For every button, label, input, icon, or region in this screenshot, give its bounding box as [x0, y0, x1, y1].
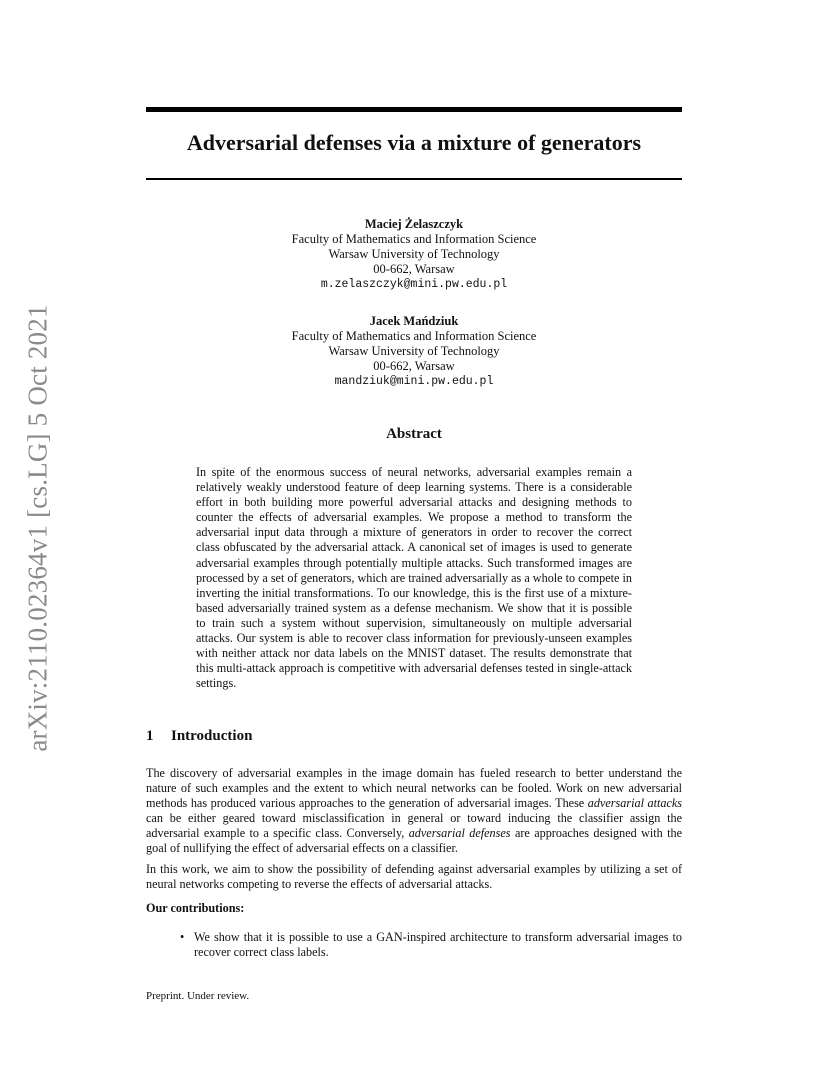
- abstract-heading: Abstract: [386, 426, 442, 442]
- contributions-heading: Our contributions:: [146, 901, 245, 915]
- section-number: 1: [146, 728, 154, 744]
- author-affiliation: Faculty of Mathematics and Information Science: [291, 232, 537, 246]
- author-block-2: [146, 314, 682, 389]
- paper-title: Adversarial defenses via a mixture of generators: [186, 130, 642, 155]
- intro-paragraph-2: In this work, we aim to show the possibility of defending against adversarial examples by utilizing a set of neural networks competing to reverse the effects of adversarial attacks.: [146, 862, 682, 891]
- author-email: m.zelaszczyk@mini.pw.edu.pl: [320, 278, 508, 291]
- arxiv-identifier-text: arXiv:2110.02364v1 [cs.LG] 5 Oct 2021: [22, 304, 53, 752]
- author-block-1: [146, 217, 682, 292]
- abstract-text: In spite of the enormous success of neural networks, adversarial examples remain a relatively weakly understood feature of deep learning systems. There is a considerable effort in both building more powerful adversarial attacks and designing methods to counter the effects of adversarial examples. We propose a method to transform the adversarial input data through a mixture of generators in order to recover the correct class obfuscated by the adversarial attack. A canonical set of images is used to generate adversarial examples through potentially multiple attacks. Such transformed images are processed by a set of generators, which are trained adversarially as a whole to compete in inverting the initial transformations. To our knowledge, this is the first use of a mixture-based adversarially trained system as a defense mechanism. We show that it is possible to train such a system without supervision, simultaneously on multiple adversarial attacks. Our system is able to recover class information for previously-unseen examples with neither attack nor data labels on the MNIST dataset. The results demonstrate that this multi-attack approach is competitive with adversarial defenses tested in single-attack settings.: [196, 465, 632, 691]
- title-rule-top: [146, 107, 682, 112]
- arxiv-identifier: [18, 298, 58, 758]
- title-rule-bottom: [146, 178, 682, 180]
- author-institution: Warsaw University of Technology: [328, 344, 500, 358]
- intro-p1-part-c: are approaches designed with the goal of nullifying the effect of adversarial effects on a classifier.: [146, 826, 683, 855]
- contribution-item-1: We show that it is possible to use a GAN-inspired architecture to transform adversarial images to recover correct class labels.: [194, 930, 682, 959]
- section-title: Introduction: [171, 728, 253, 744]
- bullet-marker: •: [180, 930, 185, 944]
- footer-note: Preprint. Under review.: [146, 990, 250, 1002]
- intro-p1-emphasis-attacks: adversarial attacks: [587, 796, 683, 810]
- author-affiliation: Faculty of Mathematics and Information Science: [291, 329, 537, 343]
- author-email: mandziuk@mini.pw.edu.pl: [334, 375, 494, 388]
- intro-p1-part-a: The discovery of adversarial examples in the image domain has fueled research to better understand the nature of such examples and the extent to which neural networks can be fooled. Work on new adversarial methods has produced various approaches to the generation of adversarial images. These: [146, 766, 682, 810]
- section-heading-introduction: [146, 728, 252, 745]
- intro-p1-part-b: can be either geared toward misclassification in general or toward inducing the classifier assign the adversarial example to a specific class. Conversely,: [146, 811, 682, 840]
- author-name: Maciej Żelaszczyk: [364, 217, 464, 231]
- intro-paragraph-1: [146, 766, 682, 856]
- author-address: 00-662, Warsaw: [373, 262, 455, 276]
- author-institution: Warsaw University of Technology: [328, 247, 500, 261]
- author-address: 00-662, Warsaw: [373, 359, 455, 373]
- intro-p1-emphasis-defenses: adversarial defenses: [408, 826, 511, 840]
- author-name: Jacek Mańdziuk: [369, 314, 459, 328]
